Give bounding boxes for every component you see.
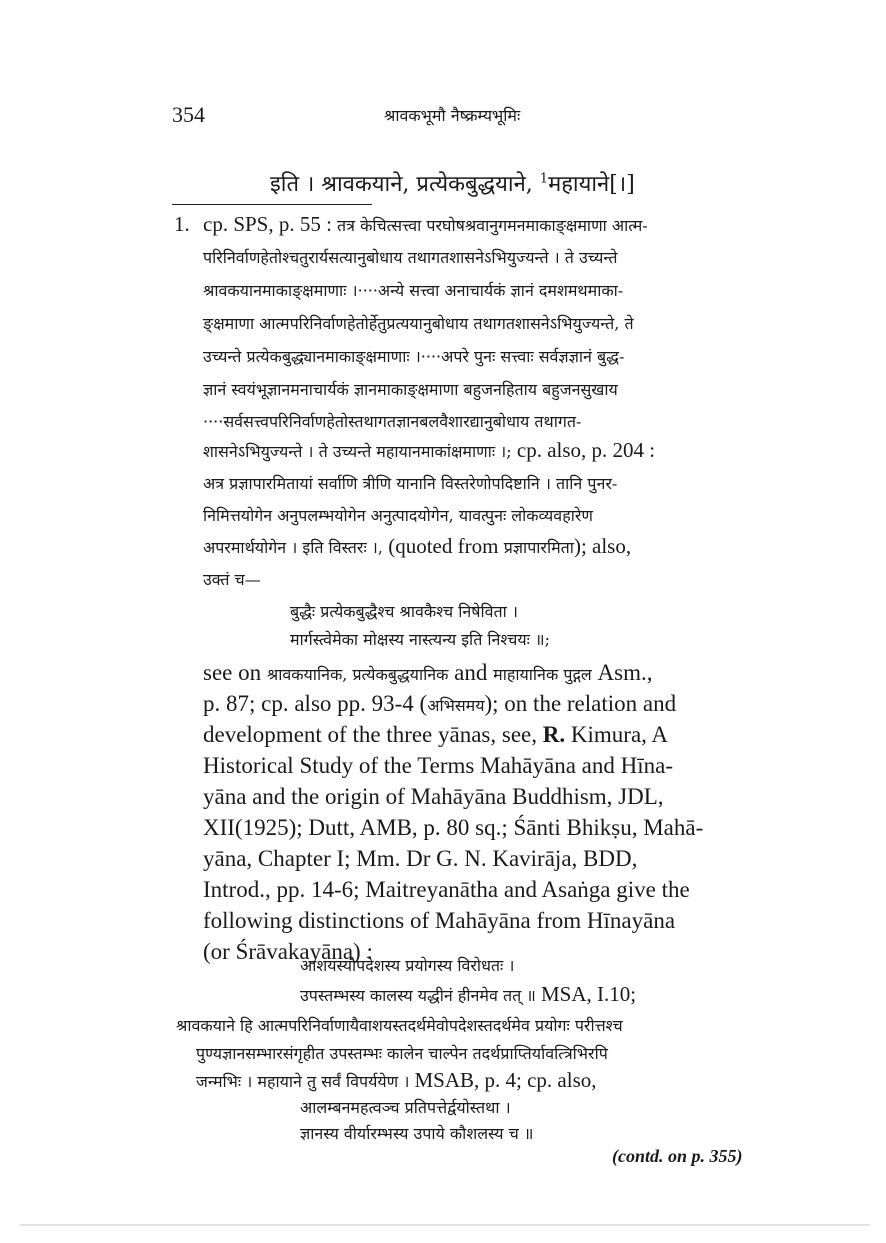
english-line: p. 87; cp. also pp. 93-4 (अभिसमय); on the relation and — [203, 691, 677, 716]
running-title: श्रावकभूमौ नैष्क्रम्यभूमिः — [384, 106, 521, 125]
english-line: development of the three yānas, see, R. Kimura, A — [203, 722, 668, 747]
verse-line: आशयस्यौपदेशस्य प्रयोगस्य विरोधतः । — [300, 956, 515, 975]
footnote-line: परिनिर्वाणहेतोश्चतुरार्यसत्यानुबोधाय तथागतशासनेऽभियुज्यन्ते । ते उच्यन्ते — [203, 248, 618, 267]
footnote-line: ज्ञानं स्वयंभूज्ञानमनाचार्यकं ज्ञानमाकाङ्क्षमाणा बहुजनहिताय बहुजनसुखाय — [203, 380, 618, 399]
footnote-rule — [172, 204, 372, 205]
footnote-line: उक्तं च— — [203, 570, 261, 589]
main-text-end: महायाने[।] — [548, 172, 635, 197]
footnote-line: शासनेऽभियुज्यन्ते । ते उच्यन्ते महायानमाकांक्षमाणाः ।; cp. also, p. 204 : — [203, 438, 656, 462]
footnote-line: cp. SPS, p. 55 : तत्र केचित्सत्त्वा परघोषश्रवानुगमनमाकाङ्क्षमाणा आत्म- — [203, 212, 648, 236]
page-number: 354 — [172, 102, 205, 127]
footnote-line: निमित्तयोगेन अनुपलम्भयोगेन अनुत्पादयोगेन, यावत्पुनः लोकव्यवहारेण — [203, 506, 593, 525]
english-line: Historical Study of the Terms Mahāyāna and Hīna- — [203, 753, 673, 778]
commentary-line: जन्मभिः । महायाने तु सर्वं विपर्ययेण । MSAB, p. 4; cp. also, — [196, 1068, 597, 1092]
footnote-line: अत्र प्रज्ञापारमितायां सर्वाणि त्रीणि यानानि विस्तरेणोपदिष्टानि । तानि पुनर- — [203, 474, 618, 493]
footnote-line: ङ्क्षमाणा आत्मपरिनिर्वाणहेतोर्हेतुप्रत्ययानुबोधाय तथागतशासनेऽभियुज्यन्ते, ते — [203, 314, 634, 333]
footnote-line: उच्यन्ते प्रत्येकबुद्ध्यानमाकाङ्क्षमाणाः ।····अपरे पुनः सत्त्वाः सर्वज्ञज्ञानं बुद्ध- — [203, 347, 625, 366]
verse-line: बुद्धैः प्रत्येकबुद्धैश्च श्रावकैश्च निषेविता । — [290, 602, 518, 621]
note-marker: 1 — [539, 171, 549, 187]
footnote-number: 1. — [174, 212, 190, 236]
verse-line: मार्गस्त्वेमेका मोक्षस्य नास्त्यन्य इति निश्चयः ॥; — [290, 630, 550, 649]
commentary-line: श्रावकयाने हि आत्मपरिनिर्वाणायैवाशयस्तदर्थमेवोपदेशस्तदर्थमेव प्रयोगः परीत्तश्च — [176, 1016, 623, 1035]
scan-edge-line — [20, 1224, 870, 1226]
main-text: इति । श्रावकयाने, प्रत्येकबुद्धयाने, — [270, 172, 533, 197]
english-line: (or Śrāvakayāna) : — [203, 939, 373, 964]
footnote-line: अपरमार्थयोगेन । इति विस्तरः ।, (quoted from प्रज्ञापारमिता); also, — [203, 534, 632, 558]
english-line: following distinctions of Mahāyāna from Hīnayāna — [203, 908, 676, 933]
verse-line: ज्ञानस्य वीर्यारम्भस्य उपाये कौशलस्य च ॥ — [300, 1124, 534, 1143]
footnote-line: ····सर्वसत्त्वपरिनिर्वाणहेतोस्तथागतज्ञानबलवैशारद्यानुबोधाय तथागत- — [203, 412, 582, 431]
english-line: see on श्रावकयानिक, प्रत्येकबुद्धयानिक and माहायानिक पुद्गल Asm., — [203, 660, 653, 685]
continuation-note: (contd. on p. 355) — [612, 1146, 743, 1166]
english-line: XII(1925); Dutt, AMB, p. 80 sq.; Śānti Bhikṣu, Mahā- — [203, 815, 704, 840]
main-text-line — [270, 168, 635, 198]
english-line: Introd., pp. 14-6; Maitreyanātha and Asaṅga give the — [203, 877, 690, 902]
commentary-line: पुण्यज्ञानसम्भारसंगृहीत उपस्तम्भः कालेन चाल्पेन तदर्थप्राप्तिर्यावत्त्रिभिरपि — [196, 1044, 608, 1063]
footnote-line: श्रावकयानमाकाङ्क्षमाणाः ।····अन्ये सत्त्वा अनाचार्यकं ज्ञानं दमशमथमाका- — [203, 281, 624, 300]
verse-line: आलम्बनमहत्वञ्च प्रतिपत्तेर्द्वयोस्तथा । — [300, 1098, 511, 1117]
verse-line-with-ref: उपस्तम्भस्य कालस्य यद्धीनं हीनमेव तत् ॥ MSA, I.10; — [300, 982, 637, 1006]
english-line: yāna and the origin of Mahāyāna Buddhism, JDL, — [203, 784, 664, 809]
english-line: yāna, Chapter I; Mm. Dr G. N. Kavirāja, BDD, — [203, 846, 638, 871]
